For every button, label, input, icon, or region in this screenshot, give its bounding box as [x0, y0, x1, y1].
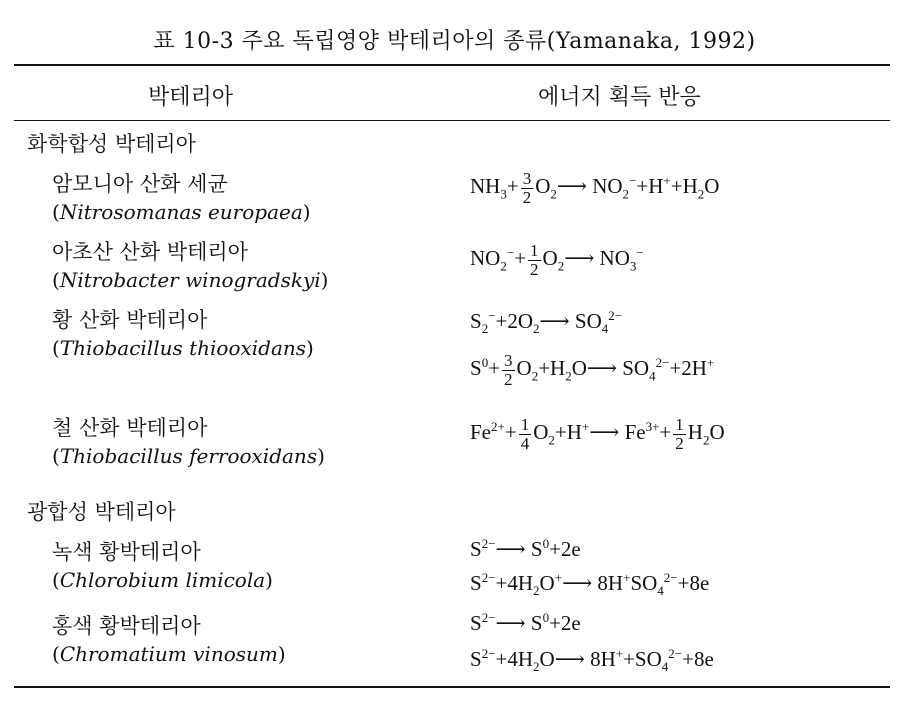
column-header-bacteria: 박테리아: [148, 85, 234, 110]
bacteria-name: 황 산화 박테리아: [52, 308, 208, 332]
column-header-reaction: 에너지 획득 반응: [538, 85, 701, 110]
reaction-equation: $S^0+$ $\frac{3}{2}$ $O_2+H_2O⟶$ $SO_4^{2-}+2H^+$: [470, 351, 715, 389]
bacteria-name: 철 산화 박테리아: [52, 416, 208, 440]
reaction-equation: $S_2^-+2O_2⟶$ $SO_4^{2-}$: [470, 308, 623, 337]
scientific-name: (Chromatium vinosum): [52, 642, 286, 666]
category-chemosynthetic: 화학합성 박테리아: [27, 132, 196, 156]
reaction-equation: $S^{2-}⟶$ $S^0+2e$: [470, 610, 581, 635]
reaction-equation: $NH_3+$ $\frac{3}{2}$ $O_2⟶$ $NO_2^-+H^++H_2O$: [470, 169, 720, 207]
scientific-name: (Thiobacillus thiooxidans): [52, 336, 314, 360]
scientific-name: (Thiobacillus ferrooxidans): [52, 444, 325, 468]
table-caption: 표 10-3 주요 독립영양 박테리아의 종류(Yamanaka, 1992): [153, 29, 756, 54]
bacteria-name: 녹색 황박테리아: [52, 540, 201, 564]
reaction-equation: $NO_2^-+$ $\frac{1}{2}$ $O_2⟶$ $NO_3^-$: [470, 241, 644, 279]
reaction-equation: $S^{2-}+4H_2O^+⟶$ $8H^+SO_4^{2-}+8e$: [470, 570, 710, 599]
category-photosynthetic: 광합성 박테리아: [27, 500, 176, 524]
reaction-equation: $S^{2-}⟶$ $S^0+2e$: [470, 536, 581, 561]
scientific-name: (Nitrobacter winogradskyi): [52, 268, 329, 292]
top-rule: [14, 64, 890, 66]
bacteria-name: 암모니아 산화 세균: [52, 172, 228, 196]
bottom-rule: [14, 686, 890, 688]
header-rule: [14, 120, 890, 121]
scientific-name: (Nitrosomanas europaea): [52, 200, 311, 224]
reaction-equation: $Fe^{2+}+$ $\frac{1}{4}$ $O_2+H^+⟶$ $Fe^{3+}+$ $\frac{1}{2}$ $H_2O$: [470, 415, 725, 453]
bacteria-name: 아초산 산화 박테리아: [52, 240, 248, 264]
bacteria-name: 홍색 황박테리아: [52, 614, 201, 638]
scientific-name: (Chlorobium limicola): [52, 568, 273, 592]
reaction-equation: $S^{2-}+4H_2O⟶$ $8H^++SO_4^{2-}+8e$: [470, 646, 714, 675]
